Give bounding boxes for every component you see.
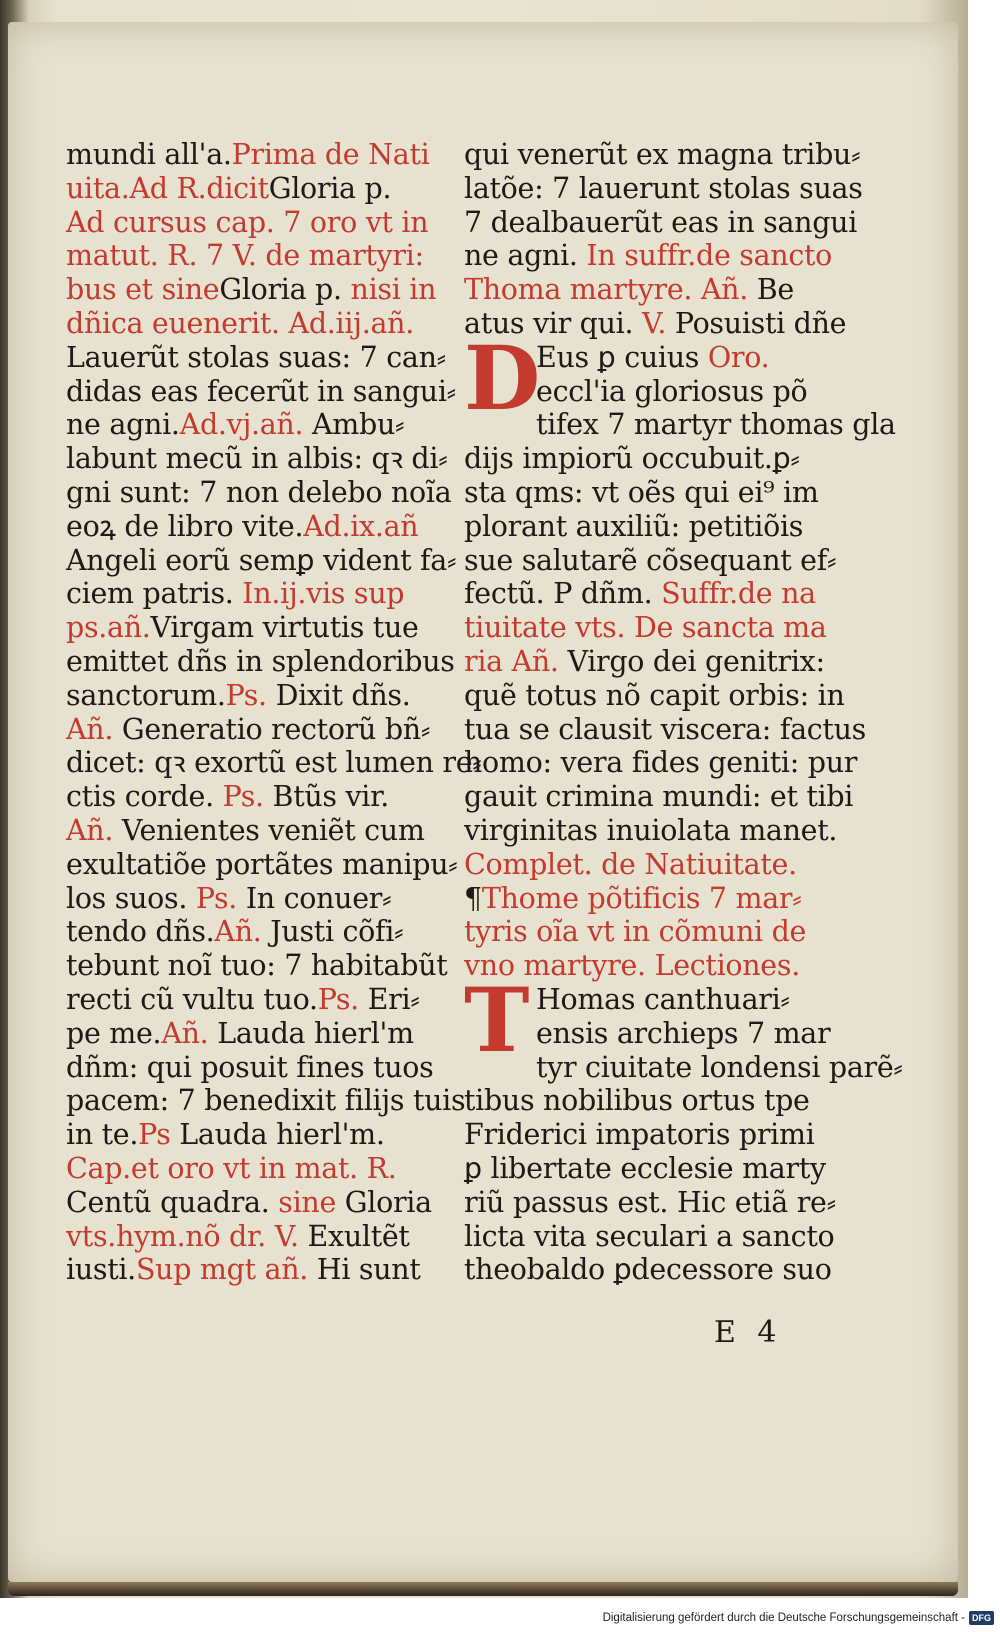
rubric-text: vno martyre. Lectiones. xyxy=(464,949,800,983)
text-line xyxy=(66,679,444,713)
rubric-text: Añ. xyxy=(66,813,114,847)
text-line xyxy=(464,882,842,916)
body-text: Lauerũt stolas suas: 7 can⸗ xyxy=(66,340,446,374)
text-line xyxy=(464,476,842,510)
body-text: Friderici impatoris primi xyxy=(464,1118,815,1152)
text-line xyxy=(464,306,847,341)
rubric-text: ps.añ. xyxy=(66,611,151,645)
rubric-text: Ps. xyxy=(213,780,264,814)
text-line xyxy=(66,475,452,510)
body-text: gni sunt: 7 non delebo noĩa xyxy=(66,475,452,509)
rubric-text: V. xyxy=(633,306,667,340)
text-line xyxy=(66,206,444,240)
body-text: dicet: qꝛ exortũ est lumen re⸗ xyxy=(66,746,482,780)
body-text: sta qms: vt oẽs qui ei⁹ im xyxy=(464,475,819,509)
body-text: dijs impiorũ occubuit.ꝑ⸗ xyxy=(464,442,800,476)
text-line xyxy=(464,138,861,172)
body-text: fectũ. xyxy=(464,577,545,611)
rubric-text: In suffr.de sancto xyxy=(577,239,833,273)
body-text: sue salutarẽ cõsequant ef⸗ xyxy=(464,543,837,577)
body-text: Centũ quadra. xyxy=(66,1185,270,1219)
text-line xyxy=(66,408,444,442)
text-line xyxy=(464,171,863,206)
rubric-text: Suffr.de na xyxy=(652,577,816,611)
body-text: dñm: qui posuit fines tuos xyxy=(66,1050,434,1084)
body-text: homo: vera fides geniti: pur xyxy=(464,746,858,780)
body-text: Hi sunt xyxy=(308,1253,421,1287)
text-line xyxy=(464,1118,842,1152)
rubric-text: Ad.vj.añ. xyxy=(179,408,304,442)
text-line xyxy=(66,882,444,916)
text-line xyxy=(464,712,866,747)
body-text: tifex 7 martyr thomas gla xyxy=(536,408,896,442)
body-text: tibus nobilibus ortus tpe xyxy=(464,1084,810,1118)
rubric-text: dñica euenerit. Ad.iij.añ. xyxy=(66,306,414,340)
text-line xyxy=(66,172,444,206)
text-line xyxy=(66,543,457,578)
body-text: Eri⸗ xyxy=(358,982,420,1016)
text-line xyxy=(66,983,444,1017)
body-text: P dñm. xyxy=(544,577,653,611)
text-line xyxy=(66,307,444,341)
text-line xyxy=(464,780,854,814)
footer-text: Digitalisierung gefördert durch die Deutsche Forschungsgemeinschaft - xyxy=(602,1612,965,1624)
text-line xyxy=(464,510,842,544)
rubric-text: matut. R. 7 V. de martyri: xyxy=(66,239,424,273)
body-text: Virgam virtutis tue xyxy=(150,611,419,645)
rubric-text: Añ. xyxy=(161,1016,209,1050)
text-line xyxy=(66,847,458,882)
text-line xyxy=(464,1152,842,1186)
text-line xyxy=(66,1084,466,1118)
body-text: Gloria xyxy=(336,1185,432,1219)
text-line xyxy=(464,1186,842,1220)
body-text: exultatiõe portãtes manipu⸗ xyxy=(66,847,458,881)
body-text: Gloria p. xyxy=(219,273,342,307)
rubric-text: Complet. de Natiuitate. xyxy=(464,847,797,881)
body-text: tyr ciuitate londensi parẽ⸗ xyxy=(536,1050,903,1084)
body-text: iusti. xyxy=(66,1253,136,1287)
right-text-column xyxy=(464,138,903,1287)
body-text: eoꝝ de libro vite. xyxy=(66,509,304,543)
body-text: riũ passus est. Hic etiã re⸗ xyxy=(464,1185,836,1219)
body-text: Eus ꝑ cuius xyxy=(536,340,700,374)
body-text: theobaldo ꝑdecessore suo xyxy=(464,1253,832,1287)
right-bottom-block xyxy=(464,1050,903,1288)
body-text: ctis corde. xyxy=(66,780,214,814)
rubric-text: Prima de Nati xyxy=(231,138,430,171)
text-line xyxy=(66,746,482,780)
body-text: In conuer⸗ xyxy=(237,881,392,915)
text-line xyxy=(66,138,444,172)
text-line xyxy=(66,1118,444,1152)
text-line xyxy=(464,577,842,611)
rubric-text: In.ij.vis sup xyxy=(233,577,405,611)
text-line xyxy=(66,577,444,611)
body-text: pacem: 7 benedixit filijs tuis xyxy=(66,1084,466,1118)
rubric-text: Cap.et oro vt in mat. R. xyxy=(66,1151,397,1185)
text-line xyxy=(464,678,845,713)
text-line xyxy=(66,273,444,307)
rubric-text: Añ. xyxy=(66,712,114,746)
text-line xyxy=(464,442,842,476)
text-line xyxy=(66,1220,444,1254)
rubric-text: Ps xyxy=(138,1118,171,1152)
rubric-text: Añ. xyxy=(214,915,262,949)
rubric-text: tyris oĩa vt in cõmuni de xyxy=(464,915,807,949)
body-text: Justi cõfi⸗ xyxy=(261,915,404,949)
text-line xyxy=(464,949,842,983)
body-text: ne agni. xyxy=(66,408,180,442)
body-text: 7 dealbauerũt eas in sangui xyxy=(464,205,858,239)
text-line xyxy=(464,645,842,679)
text-line xyxy=(66,1186,444,1220)
body-text: emittet dñs in splendoribus xyxy=(66,644,455,678)
body-text: Venientes veniẽt cum xyxy=(113,813,425,847)
body-text: eccl'ia gloriosus põ xyxy=(536,374,808,408)
body-text: los suos. xyxy=(66,881,188,915)
rubric-text: Ps. xyxy=(225,678,267,712)
body-text: ꝑ libertate ecclesie marty xyxy=(464,1151,826,1185)
rubric-text: Ad cursus cap. 7 oro vt in xyxy=(66,205,429,239)
rubric-text: Thoma martyre. Añ. xyxy=(464,273,748,307)
body-text: Angeli eorũ semꝑ vident fa⸗ xyxy=(66,543,457,577)
body-text: Gloria p. xyxy=(268,171,392,205)
rubric-text: uita.Ad R.dicit xyxy=(66,171,269,205)
body-text: in te. xyxy=(66,1118,139,1152)
right-mid-block xyxy=(464,408,896,983)
left-text-column xyxy=(66,138,482,1287)
text-line xyxy=(66,814,444,848)
body-text: quẽ totus nõ capit orbis: in xyxy=(464,678,845,712)
rubric-text: De sancta ma xyxy=(625,611,827,645)
body-text: Dixit dñs. xyxy=(266,678,411,712)
text-line xyxy=(66,510,444,544)
text-line xyxy=(464,1084,842,1118)
text-line xyxy=(66,644,455,679)
rubric-text: tiuitate vts. xyxy=(464,611,626,645)
body-text: mundi all'a. xyxy=(66,138,232,171)
text-line xyxy=(464,814,842,848)
signature-mark: E 4 xyxy=(714,1315,783,1350)
body-text: qui venerũt ex magna tribu⸗ xyxy=(464,138,861,171)
decorated-initial-t: T xyxy=(464,967,530,1072)
body-text: Be xyxy=(748,273,794,307)
text-line xyxy=(464,273,842,307)
dfg-logo: DFG xyxy=(969,1611,994,1625)
rubric-text: Thome põtificis 7 mar⸗ xyxy=(481,881,802,915)
text-line xyxy=(464,611,842,645)
body-text: recti cũ vultu tuo. xyxy=(66,982,318,1016)
text-line xyxy=(66,713,444,747)
body-text: Posuisti dñe xyxy=(666,306,847,340)
text-line xyxy=(464,848,842,882)
text-line xyxy=(464,1220,842,1254)
right-top-block xyxy=(464,138,863,341)
text-line xyxy=(464,239,842,273)
body-text: virginitas inuiolata manet. xyxy=(464,813,838,847)
body-text: Btũs vir. xyxy=(263,780,390,814)
body-text: didas eas fecerũt in sangui⸗ xyxy=(66,374,456,408)
rubric-text: vts.hym.nõ dr. V. xyxy=(66,1219,299,1253)
text-line xyxy=(66,442,448,476)
body-text: Lauda hierl'm xyxy=(208,1016,414,1050)
text-line xyxy=(66,949,448,983)
text-line xyxy=(66,780,444,814)
text-line xyxy=(66,1152,444,1186)
body-text: tebunt noĩ tuo: 7 habitabũt xyxy=(66,949,448,983)
body-text: ciem patris. xyxy=(66,577,234,611)
body-text: Ambu⸗ xyxy=(303,408,405,442)
rubric-text: ria Añ. xyxy=(464,644,559,678)
body-text: atus vir qui. xyxy=(464,306,634,340)
text-line xyxy=(464,205,858,240)
body-text: tendo dñs. xyxy=(66,915,215,949)
body-text: pe me. xyxy=(66,1016,162,1050)
text-line xyxy=(66,374,456,409)
body-text: Exultẽt xyxy=(298,1219,410,1253)
text-line xyxy=(464,1253,842,1287)
body-text: gauit crimina mundi: et tibi xyxy=(464,780,854,814)
body-text: ne agni. xyxy=(464,239,578,273)
body-text: latõe: 7 lauerunt stolas suas xyxy=(464,171,863,205)
body-text: licta vita seculari a sancto xyxy=(464,1219,835,1253)
rubric-text: Oro. xyxy=(699,340,770,374)
text-line xyxy=(464,544,842,578)
rubric-text: nisi in xyxy=(341,273,437,307)
body-text: ¶ xyxy=(464,881,482,915)
digitization-footer xyxy=(603,1606,994,1630)
rubric-text: Ps. xyxy=(317,982,359,1016)
body-text: Homas canthuari⸗ xyxy=(536,982,790,1016)
rubric-text: Ps. xyxy=(187,881,238,915)
rubric-text: bus et sine xyxy=(66,273,220,307)
text-line xyxy=(464,746,858,780)
decorated-initial-d: D xyxy=(464,325,541,430)
body-text: ensis archieps 7 mar xyxy=(536,1016,831,1050)
text-line xyxy=(464,915,842,949)
text-line xyxy=(66,1051,444,1085)
body-text: Lauda hierl'm. xyxy=(170,1118,385,1152)
text-line xyxy=(66,239,444,273)
rubric-text: Sup mgt añ. xyxy=(135,1253,309,1287)
body-text: labunt mecũ in albis: qꝛ di⸗ xyxy=(66,442,448,476)
text-line xyxy=(66,1253,444,1287)
body-text: Virgo dei genitrix: xyxy=(558,644,825,678)
text-line xyxy=(66,341,444,375)
text-line xyxy=(66,915,444,949)
rubric-text: sine xyxy=(269,1185,337,1219)
body-text: Generatio rectorũ bñ⸗ xyxy=(113,712,431,746)
body-text: plorant auxiliũ: petitiõis xyxy=(464,509,804,543)
body-text: tua se clausit viscera: factus xyxy=(464,712,866,746)
body-text: sanctorum. xyxy=(66,678,226,712)
text-line xyxy=(66,1017,444,1051)
rubric-text: Ad.ix.añ xyxy=(303,509,419,543)
text-line xyxy=(66,611,444,645)
